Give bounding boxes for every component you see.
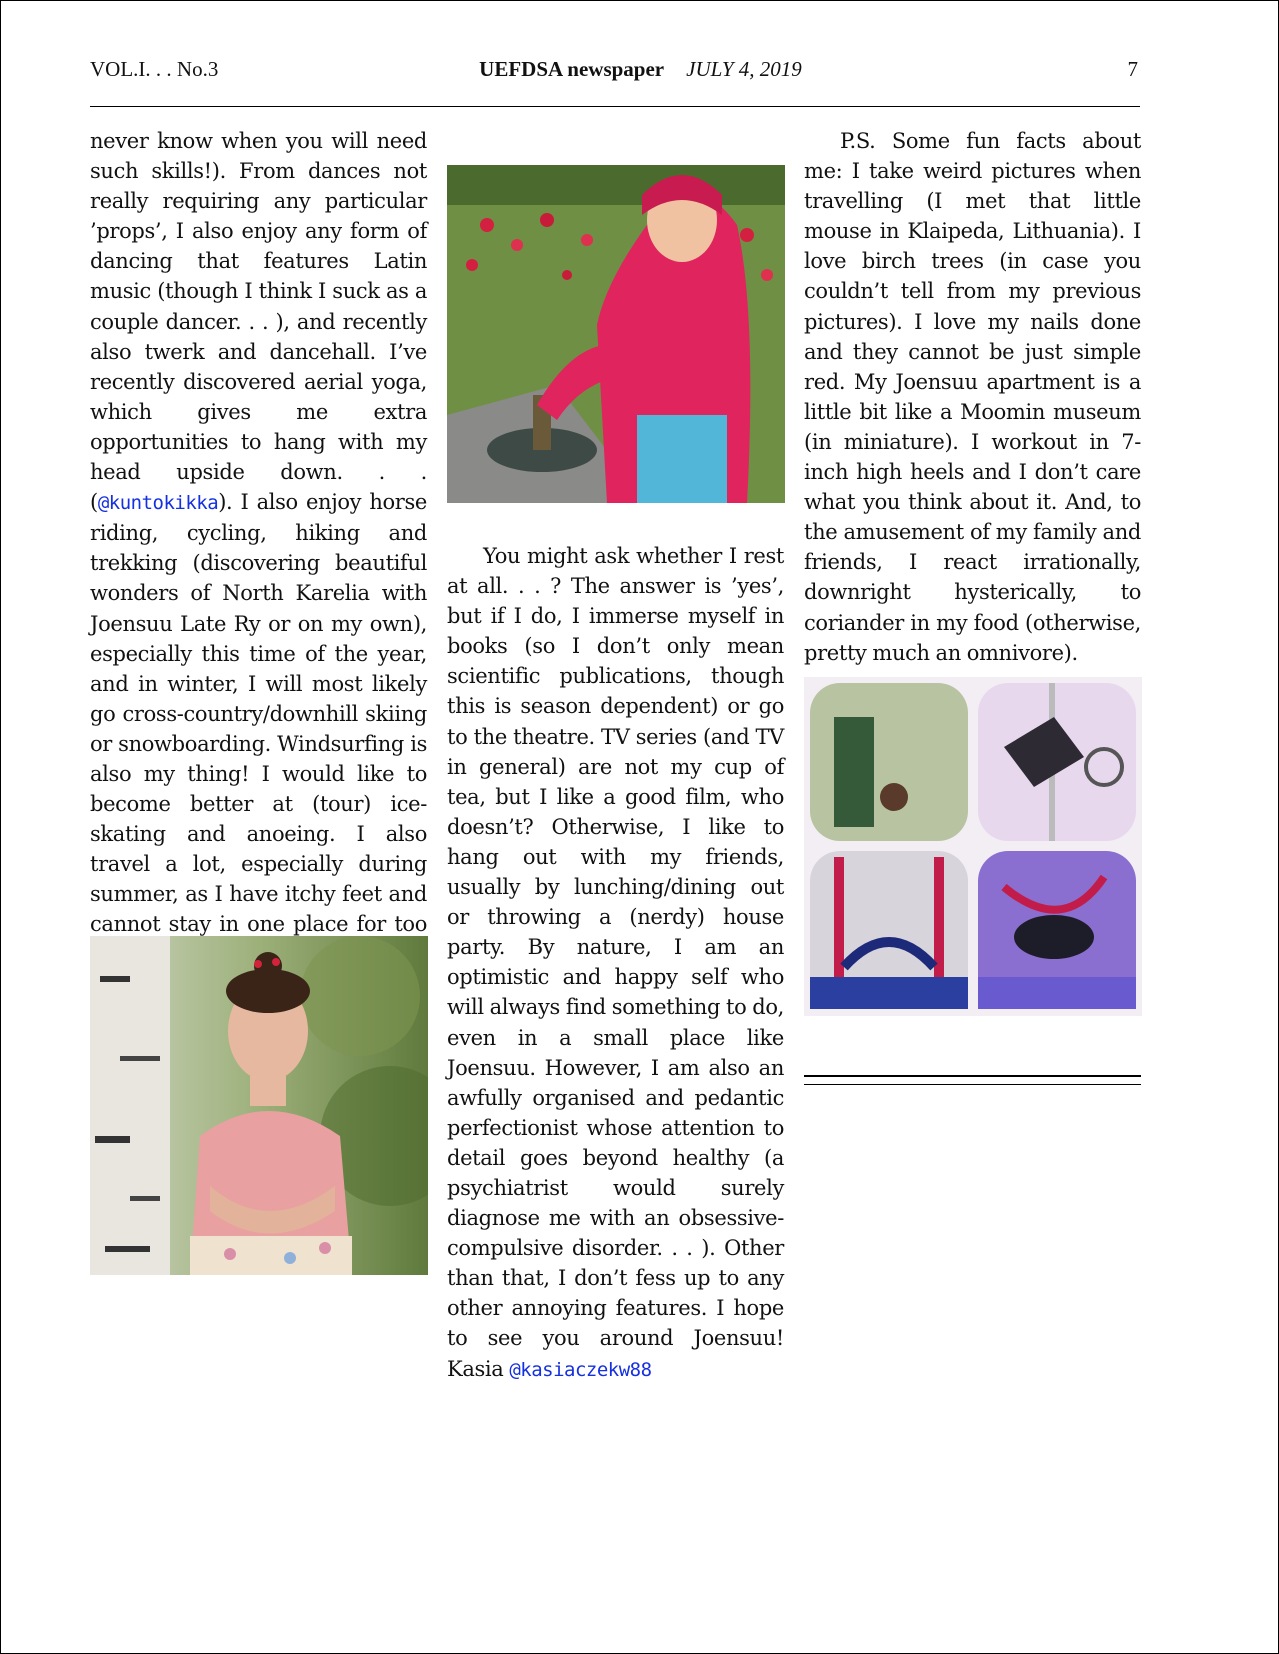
volume-label: VOL.I. . . No.3 <box>90 57 219 81</box>
header-rule <box>90 106 1140 107</box>
kasiaczekw88-link[interactable]: @kasiaczekw88 <box>509 1358 652 1381</box>
column-3 <box>804 126 1141 668</box>
col2-text: You might ask whether I rest at all. . . ? The answer is ’yes’, but if I do, I immerse myself in books (so I don’t only mean scientific publications, though this is season dependent) or go to the theatre. TV series (and TV in general) are not my cup of tea, but I like a good film, who doesn’t? Otherwise, I like to hang out with my friends, usually by lunching/dining out or throwing a (nerdy) house party. By nature, I am an optimistic and happy self who will always find something to do, even in a small place like Joensuu. However, I am also an awfully organised and pedantic perfectionist whose attention to detail goes beyond healthy (a psychiatrist would surely diagnose me with an obsessive-compulsive disorder. . . ). Other than that, I don’t fess up to any other annoying features. I hope to see you around Joensuu! Kasia <box>447 544 784 1381</box>
col1-text-b: ). I also enjoy horse riding, cycling, hiking and trekking (discovering beautiful wonders of North Karelia with Joensuu Late Ry or on my own), especially this time of the year, and in winter, I will most likely go cross-country/downhill skiing or snowboarding. Windsurfing is also my thing! I would like to become better at (tour) ice-skating and anoeing. I also travel a lot, especially during summer, as I have itchy feet and cannot stay in one place for too <box>90 490 427 937</box>
masthead <box>1 57 1279 82</box>
column-1-paragraph <box>90 126 427 970</box>
issue-date: JULY 4, 2019 <box>686 57 802 81</box>
column-2-paragraph <box>447 541 784 1385</box>
kuntokikka-link[interactable]: @kuntokikka <box>97 492 219 515</box>
aerial-yoga-collage-photo <box>804 677 1142 1016</box>
page-number: 7 <box>1127 57 1138 81</box>
birch-tree-portrait-photo <box>90 936 428 1275</box>
column-1 <box>90 126 427 970</box>
raincoat-mouse-photo <box>447 165 785 503</box>
newspaper-title: UEFDSA newspaper <box>479 57 665 81</box>
column-3-paragraph: P.S. Some fun facts about me: I take weird pictures when travelling (I met that little mouse in Klaipeda, Lithuania). I love birch trees (in case you couldn’t tell from my previous pictures). I love my nails done and they cannot be just simple red. My Joensuu apartment is a little bit like a Moomin museum (in miniature). I workout in 7-inch high heels and I don’t care what you think about it. And, to the amusement of my family and friends, I react irrationally, downright hysterically, to coriander in my food (otherwise, pretty much an omnivore). <box>804 129 1141 665</box>
column-2 <box>447 541 784 1385</box>
col1-text-a: never know when you will need such skills!). From dances not really requiring any particular ’props’, I also enjoy any form of dancing that features Latin music (though I think I suck as a couple dancer. . . ), and recently also twerk and dancehall. I’ve recently discovered aerial yoga, which gives me extra opportunities to hang with my head upside down. . . ( <box>90 129 427 515</box>
